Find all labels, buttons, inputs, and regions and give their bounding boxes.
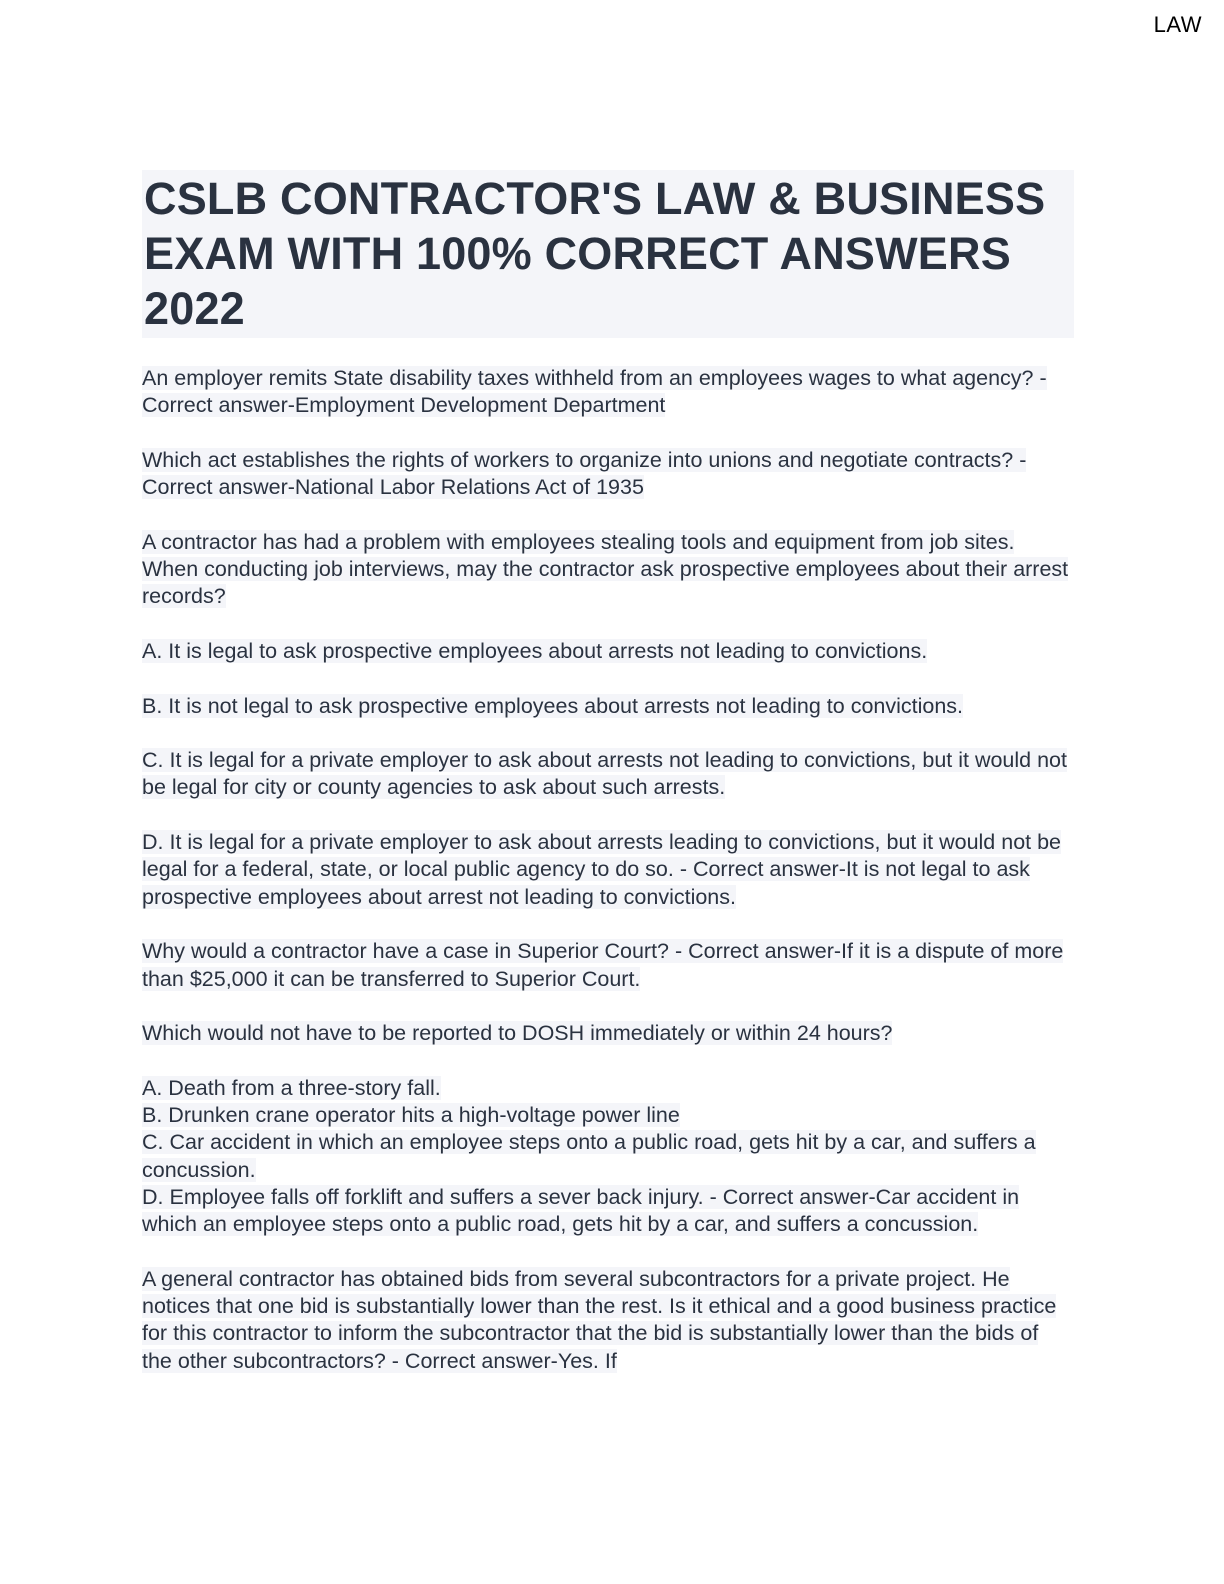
option-line-d xyxy=(142,1184,1074,1239)
paragraph-7-text: D. It is legal for a private employer to ask about arrests leading to convictions, but it would not be legal for a federal, state, or local public agency to do so. - Correct answer-It is not legal to ask prospective employees about arrest not leading to convictions. xyxy=(142,830,1062,909)
paragraph-14 xyxy=(142,1266,1074,1375)
paragraph-2 xyxy=(142,447,1074,502)
paragraph-9-text: Which would not have to be reported to DOSH immediately or within 24 hours? xyxy=(142,1021,893,1046)
option-line-a-text: A. Death from a three-story fall. xyxy=(142,1075,441,1100)
document-content xyxy=(142,170,1074,1402)
paragraph-2-text: Which act establishes the rights of workers to organize into unions and negotiate contracts? - Correct answer-National Labor Relations Act of 1935 xyxy=(142,447,1027,500)
paragraph-5-text: B. It is not legal to ask prospective employees about arrests not leading to convictions. xyxy=(142,693,964,718)
paragraph-1 xyxy=(142,365,1074,420)
paragraph-9 xyxy=(142,1020,1074,1047)
paragraph-4-text: A. It is legal to ask prospective employees about arrests not leading to convictions. xyxy=(142,638,928,663)
document-body xyxy=(142,365,1074,1375)
option-line-d-text: D. Employee falls off forklift and suffers a sever back injury. - Correct answer-Car accident in which an employee steps onto a public road, gets hit by a car, and suffers a concussion. xyxy=(142,1184,1020,1237)
option-line-a xyxy=(142,1075,1074,1102)
paragraph-8 xyxy=(142,938,1074,993)
paragraph-6-text: C. It is legal for a private employer to ask about arrests not leading to convictions, but it would not be legal for city or county agencies to ask about such arrests. xyxy=(142,748,1067,800)
option-line-b xyxy=(142,1102,1074,1129)
running-header: LAW xyxy=(1153,12,1202,37)
paragraph-14-text: A general contractor has obtained bids from several subcontractors for a private project. He notices that one bid is substantially lower than the rest. Is it ethical and a good business practice for this contractor to inform the subcontractor that the bid is substantially lower than the bids of the other subcontractors? - Correct answer-Yes. If xyxy=(142,1266,1057,1373)
option-line-c-text: C. Car accident in which an employee steps onto a public road, gets hit by a car, and suffers a concussion. xyxy=(142,1130,1036,1182)
option-line-b-text: B. Drunken crane operator hits a high-voltage power line xyxy=(142,1103,680,1128)
paragraph-7 xyxy=(142,829,1074,911)
paragraph-3-text: A contractor has had a problem with employees stealing tools and equipment from job sites. When conducting job interviews, may the contractor ask prospective employees about their arrest records? xyxy=(142,529,1069,609)
paragraph-8-text: Why would a contractor have a case in Superior Court? - Correct answer-If it is a dispute of more than $25,000 it can be transferred to Superior Court. xyxy=(142,939,1064,991)
option-line-c xyxy=(142,1129,1074,1184)
paragraph-1-text: An employer remits State disability taxes withheld from an employees wages to what agency? - Correct answer-Employment Development Department xyxy=(142,366,1047,418)
paragraph-3 xyxy=(142,529,1074,611)
document-title: CSLB CONTRACTOR'S LAW & BUSINESS EXAM WITH 100% CORRECT ANSWERS 2022 xyxy=(142,170,1074,338)
paragraph-5 xyxy=(142,693,1074,720)
paragraph-4 xyxy=(142,638,1074,665)
paragraph-6 xyxy=(142,747,1074,802)
